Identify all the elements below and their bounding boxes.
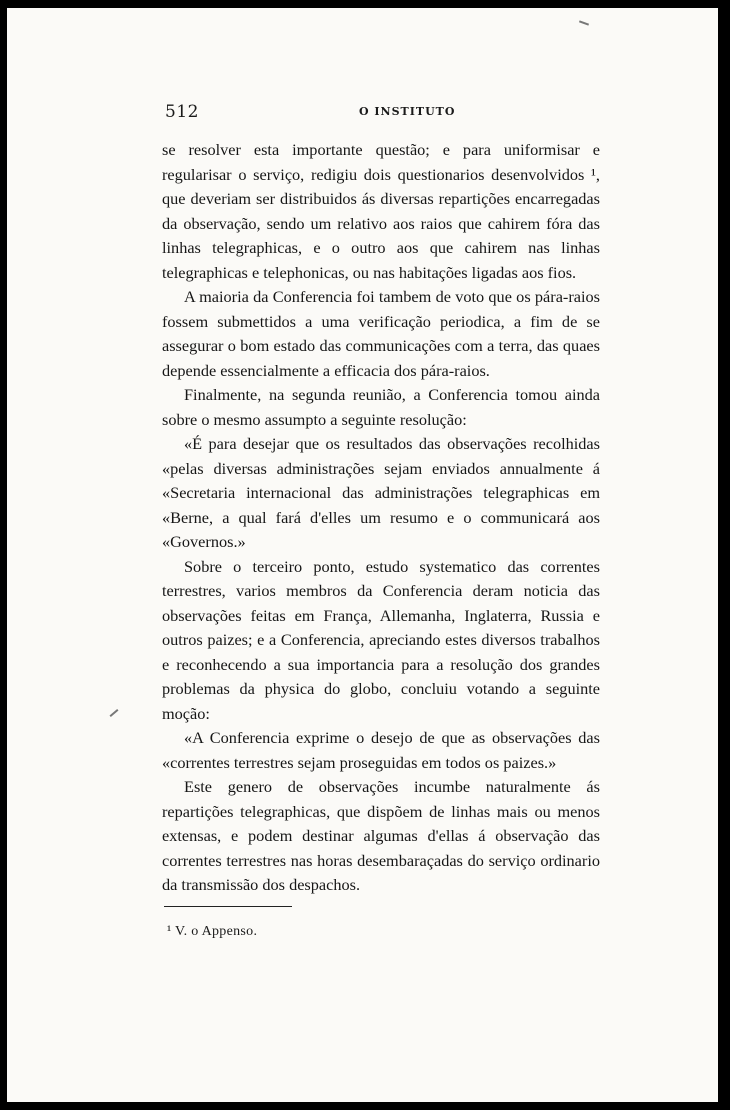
footnote: ¹ V. o Appenso.	[167, 924, 258, 939]
body-text	[162, 138, 600, 898]
quoted-motion: «A Conferencia exprime o desejo de que as observações das «correntes terrestres sejam proseguidas em todos os paizes.»	[162, 728, 600, 772]
book-page	[7, 8, 718, 1102]
paragraph-continuation: se resolver esta importante questão; e para uniformisar e regularisar o serviço, redigiu dois questionarios desenvolvidos ¹, que deveriam ser distribuidos ás diversas repartições encarregadas da observação, sendo um relativo aos raios que cahirem fóra das linhas telegraphicas, e o outro aos que cahirem nas linhas telegraphicas e telephonicas, ou nas habitações ligadas aos fios.	[162, 140, 600, 282]
quoted-resolution: «É para desejar que os resultados das observações recolhidas «pelas diversas administrações sejam enviados annualmente á «Secretaria internacional das administrações telegraphicas em «Berne, a qual fará d'elles um resumo e o communicará aos «Governos.»	[162, 434, 600, 551]
paragraph: Finalmente, na segunda reunião, a Conferencia tomou ainda sobre o mesmo assumpto a seguinte resolução:	[162, 385, 600, 429]
scan-mark	[579, 20, 589, 25]
paragraph: A maioria da Conferencia foi tambem de voto que os pára-raios fossem submettidos a uma verificação periodica, a fim de se assegurar o bom estado das communicações com a terra, das quaes depende essencialmente a efficacia dos pára-raios.	[162, 287, 600, 380]
scan-mark	[110, 709, 119, 717]
paragraph: Este genero de observações incumbe naturalmente ás repartições telegraphicas, que dispõem de linhas mais ou menos extensas, e podem destinar algumas d'ellas á observação das correntes terrestres nas horas desembaraçadas do serviço ordinario da transmissão dos despachos.	[162, 777, 600, 894]
page-header	[165, 102, 599, 126]
running-title: O INSTITUTO	[359, 105, 456, 118]
footnote-divider	[164, 906, 292, 907]
page-number: 512	[165, 102, 199, 122]
paragraph: Sobre o terceiro ponto, estudo systematico das correntes terrestres, varios membros da Conferencia deram noticia das observações feitas em França, Allemanha, Inglaterra, Russia e outros paizes; e a Conferencia, apreciando estes diversos trabalhos e reconhecendo a sua importancia para a resolução dos grandes problemas da physica do globo, concluiu votando a seguinte moção:	[162, 556, 600, 723]
